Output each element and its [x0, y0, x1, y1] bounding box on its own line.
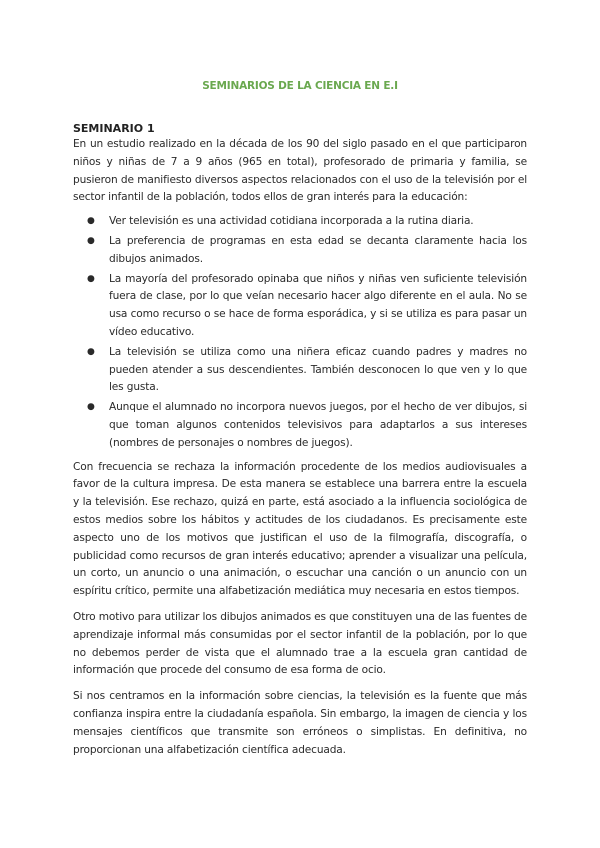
bullet-item [87, 271, 527, 342]
bullet-text: Aunque el alumnado no incorpora nuevos juegos, por el hecho de ver dibujos, si que toman algunos contenidos televisivos para adaptarlos a sus intereses (nombres de personajes o nombres de juegos). [109, 401, 527, 449]
bullet-item [87, 213, 527, 231]
section-heading: SEMINARIO 1 [73, 122, 155, 135]
bullet-icon: ● [87, 346, 95, 357]
bullet-item [87, 233, 527, 269]
intro-paragraph: En un estudio realizado en la década de los 90 del siglo pasado en el que participaron niños y niñas de 7 a 9 años (965 en total), profesorado de primaria y familia, se pusieron de manifiesto diversos aspectos relacionados con el uso de la televisión por el sector infantil de la población, todos ellos de gran interés para la educación: [73, 138, 527, 204]
section-body [73, 136, 527, 759]
document-title: SEMINARIOS DE LA CIENCIA EN E.I [202, 80, 398, 92]
bullet-item [87, 344, 527, 397]
bullet-icon: ● [87, 402, 95, 413]
bullet-item [87, 399, 527, 452]
bullet-list [73, 213, 527, 452]
bullet-text: La mayoría del profesorado opinaba que niños y niñas ven suficiente televisión fuera de clase, por lo que veían necesario hacer algo diferente en el aula. No se usa como recurso o se hace de forma esporádica, y si se utiliza es para pasar un vídeo educativo. [109, 272, 527, 338]
paragraph-cartoons: Otro motivo para utilizar los dibujos animados es que constituyen una de las fuentes de aprendizaje informal más consumidas por el sector infantil de la población, por lo que no debemos perder de vista que el alumnado trae a la escuela gran cantidad de información que procede del consumo de esa forma de ocio. [73, 610, 527, 677]
bullet-icon: ● [87, 235, 95, 246]
paragraph-media: Con frecuencia se rechaza la información procedente de los medios audiovisuales a favor de la cultura impresa. De esta manera se establece una barrera entre la escuela y la televisión. Ese rechazo, quizá en parte, está asociado a la influencia sociológica de estos medios sobre los hábitos y actitudes de los ciudadanos. Es precisamente este aspecto uno de los motivos que justifican el uso de la filmografía, discografía, o publicidad como recursos de gran interés educativo; aprender a visualizar una película, un corto, un anuncio o una animación, o escuchar una canción o un anuncio con un espíritu crítico, permite una alfabetización mediática muy necesaria en estos tiempos. [73, 460, 527, 598]
bullet-icon: ● [87, 273, 95, 284]
bullet-text: La televisión se utiliza como una niñera eficaz cuando padres y madres no pueden atender a sus descendientes. También desconocen lo que ven y lo que les gusta. [109, 345, 527, 394]
bullet-text: Ver televisión es una actividad cotidiana incorporada a la rutina diaria. [109, 215, 474, 228]
bullet-icon: ● [87, 216, 95, 227]
bullet-text: La preferencia de programas en esta edad se decanta claramente hacia los dibujos animados. [109, 234, 527, 265]
paragraph-science: Si nos centramos en la información sobre ciencias, la televisión es la fuente que más confianza inspira entre la ciudadanía española. Sin embargo, la imagen de ciencia y los mensajes científicos que transmite son erróneos o simplistas. En definitiva, no proporcionan una alfabetización científica adecuada. [73, 690, 527, 756]
